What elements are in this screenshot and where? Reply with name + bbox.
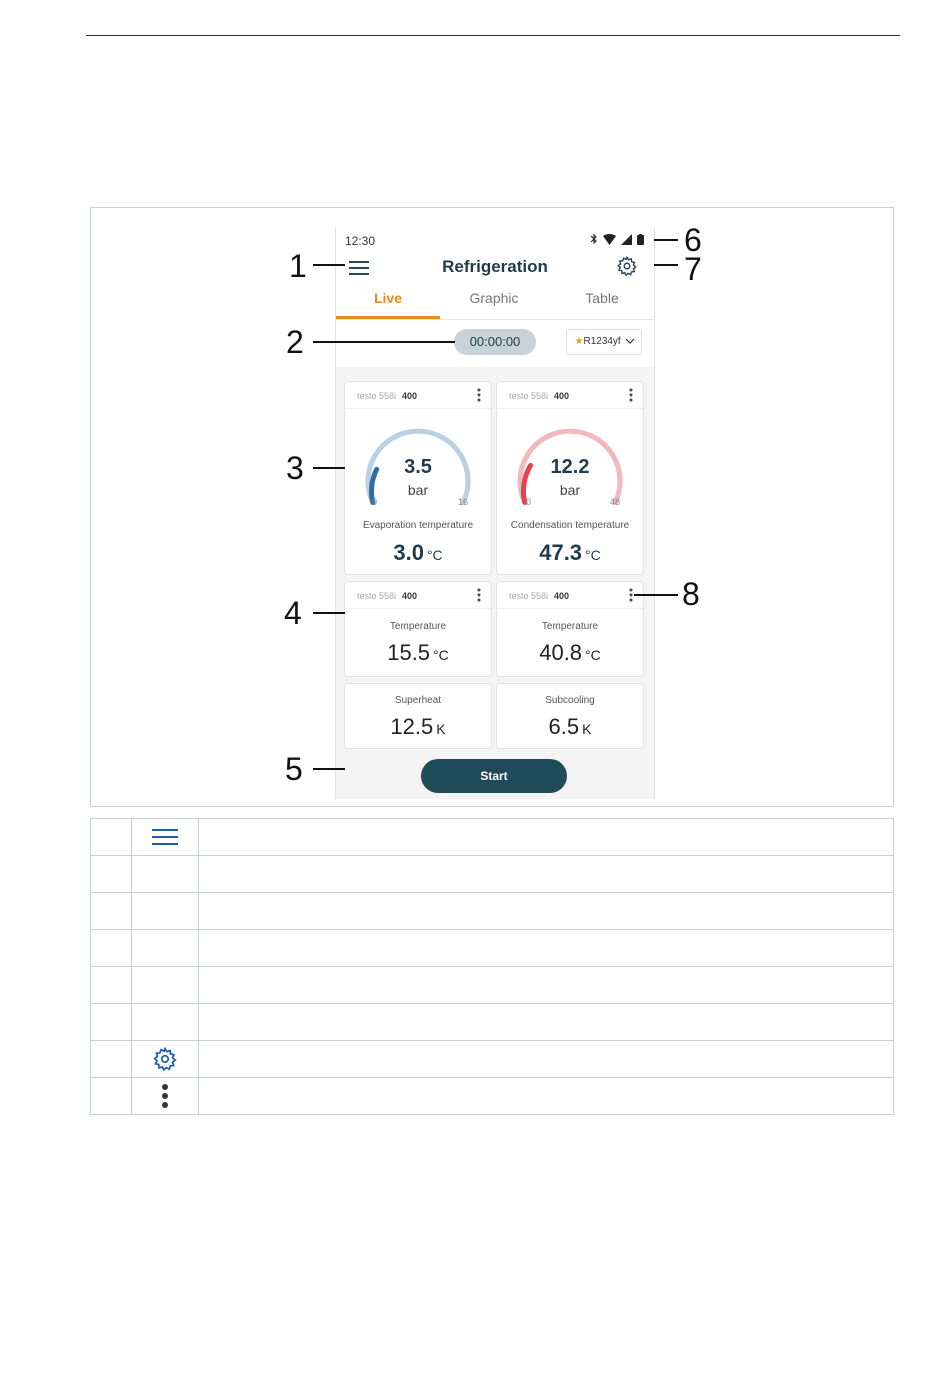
callout-line-7 bbox=[654, 264, 678, 266]
callout-line-8 bbox=[634, 594, 678, 596]
card-header bbox=[345, 582, 491, 609]
chevron-down-icon bbox=[626, 338, 634, 344]
callout-line-6 bbox=[654, 239, 678, 241]
wifi-icon bbox=[603, 234, 616, 245]
gauge-min: 0 bbox=[372, 497, 378, 507]
legend-row bbox=[91, 1004, 894, 1041]
battery-icon bbox=[637, 234, 644, 245]
measurement-area bbox=[336, 367, 654, 799]
card-header bbox=[345, 382, 491, 409]
more-vertical-icon[interactable] bbox=[629, 588, 633, 602]
callout-1: 1 bbox=[289, 248, 307, 284]
more-vertical-icon[interactable] bbox=[477, 388, 481, 402]
legend-table bbox=[90, 818, 894, 1115]
refrigerant-label: R1234yf bbox=[583, 336, 621, 347]
header-rule bbox=[86, 35, 900, 36]
bluetooth-icon bbox=[590, 233, 598, 245]
callout-7: 7 bbox=[684, 251, 702, 287]
gauge-min: 0 bbox=[526, 497, 532, 507]
app-title: Refrigeration bbox=[442, 257, 548, 276]
legend-row bbox=[91, 893, 894, 930]
callout-line-3 bbox=[313, 467, 345, 469]
superheat-card bbox=[344, 683, 492, 749]
callout-6: 6 bbox=[684, 222, 702, 258]
gauge-label: Evaporation temperature bbox=[362, 520, 474, 531]
callout-line-1 bbox=[313, 264, 345, 266]
tab-table[interactable]: Table bbox=[585, 290, 619, 306]
probe-name: 400 bbox=[554, 591, 570, 601]
temperature-card-2 bbox=[496, 581, 644, 677]
device-name: testo 558i bbox=[509, 391, 549, 401]
subcooling-card bbox=[496, 683, 644, 749]
device-name: testo 558i bbox=[357, 591, 397, 601]
callout-line-5 bbox=[313, 768, 345, 770]
gauge-value: 12.2 bbox=[550, 456, 590, 478]
device-name: testo 558i bbox=[509, 591, 549, 601]
probe-name: 400 bbox=[402, 391, 418, 401]
status-bar bbox=[336, 227, 654, 253]
status-icons bbox=[590, 233, 644, 245]
subcooling-value: 6.5 K bbox=[548, 714, 592, 739]
status-time: 12:30 bbox=[345, 234, 376, 248]
tab-graphic[interactable]: Graphic bbox=[469, 290, 519, 306]
probe-name: 400 bbox=[402, 591, 418, 601]
more-vertical-icon[interactable] bbox=[629, 388, 633, 402]
menu-icon bbox=[151, 826, 179, 848]
temperature-card-1 bbox=[344, 581, 492, 677]
app-bar bbox=[336, 253, 654, 289]
callout-4: 4 bbox=[284, 595, 302, 631]
card-header bbox=[497, 382, 643, 409]
legend-row bbox=[91, 819, 894, 856]
legend-row bbox=[91, 856, 894, 893]
legend-row bbox=[91, 930, 894, 967]
legend-row bbox=[91, 1041, 894, 1078]
tab-bar bbox=[336, 287, 654, 320]
callout-3: 3 bbox=[286, 450, 304, 486]
refrigerant-select[interactable] bbox=[566, 329, 642, 355]
pressure-gauge-card-low bbox=[344, 381, 492, 575]
subcooling-label: Subcooling bbox=[545, 695, 595, 706]
callout-5: 5 bbox=[285, 751, 303, 787]
callout-line-4 bbox=[313, 612, 345, 614]
gauge-max: 16 bbox=[458, 497, 469, 507]
callout-line-2 bbox=[313, 341, 455, 343]
timer-bar bbox=[336, 320, 654, 366]
gauge-value: 3.5 bbox=[404, 456, 432, 478]
gear-icon[interactable] bbox=[616, 255, 638, 277]
legend-row bbox=[91, 967, 894, 1004]
start-button[interactable]: Start bbox=[421, 759, 567, 793]
more-vertical-icon[interactable] bbox=[477, 588, 481, 602]
gauge-temperature: 47.3 °C bbox=[539, 540, 601, 565]
tab-live[interactable]: Live bbox=[373, 290, 402, 306]
gauge-max: 48 bbox=[610, 497, 621, 507]
more-vertical-icon bbox=[161, 1083, 169, 1109]
gauge-temperature: 3.0 °C bbox=[393, 540, 443, 565]
star-icon: ★ bbox=[574, 336, 584, 347]
tab-active-indicator bbox=[336, 316, 440, 319]
probe-name: 400 bbox=[554, 391, 570, 401]
gauge-unit: bar bbox=[559, 482, 581, 498]
pressure-gauge-card-high bbox=[496, 381, 644, 575]
callout-2: 2 bbox=[286, 324, 304, 360]
gauge-unit: bar bbox=[407, 482, 429, 498]
temperature-label: Temperature bbox=[389, 621, 447, 632]
signal-icon bbox=[621, 234, 632, 245]
legend-row bbox=[91, 1078, 894, 1115]
measurement-timer: 00:00:00 bbox=[454, 329, 536, 355]
superheat-label: Superheat bbox=[394, 695, 442, 706]
temperature-value: 15.5 °C bbox=[387, 640, 449, 665]
superheat-value: 12.5 K bbox=[390, 714, 446, 739]
phone-screen bbox=[335, 227, 655, 799]
gauge-label: Condensation temperature bbox=[510, 520, 630, 531]
device-name: testo 558i bbox=[357, 391, 397, 401]
callout-8: 8 bbox=[682, 576, 700, 612]
temperature-value: 40.8 °C bbox=[539, 640, 601, 665]
temperature-label: Temperature bbox=[541, 621, 599, 632]
card-header bbox=[497, 582, 643, 609]
gear-icon bbox=[152, 1046, 178, 1072]
